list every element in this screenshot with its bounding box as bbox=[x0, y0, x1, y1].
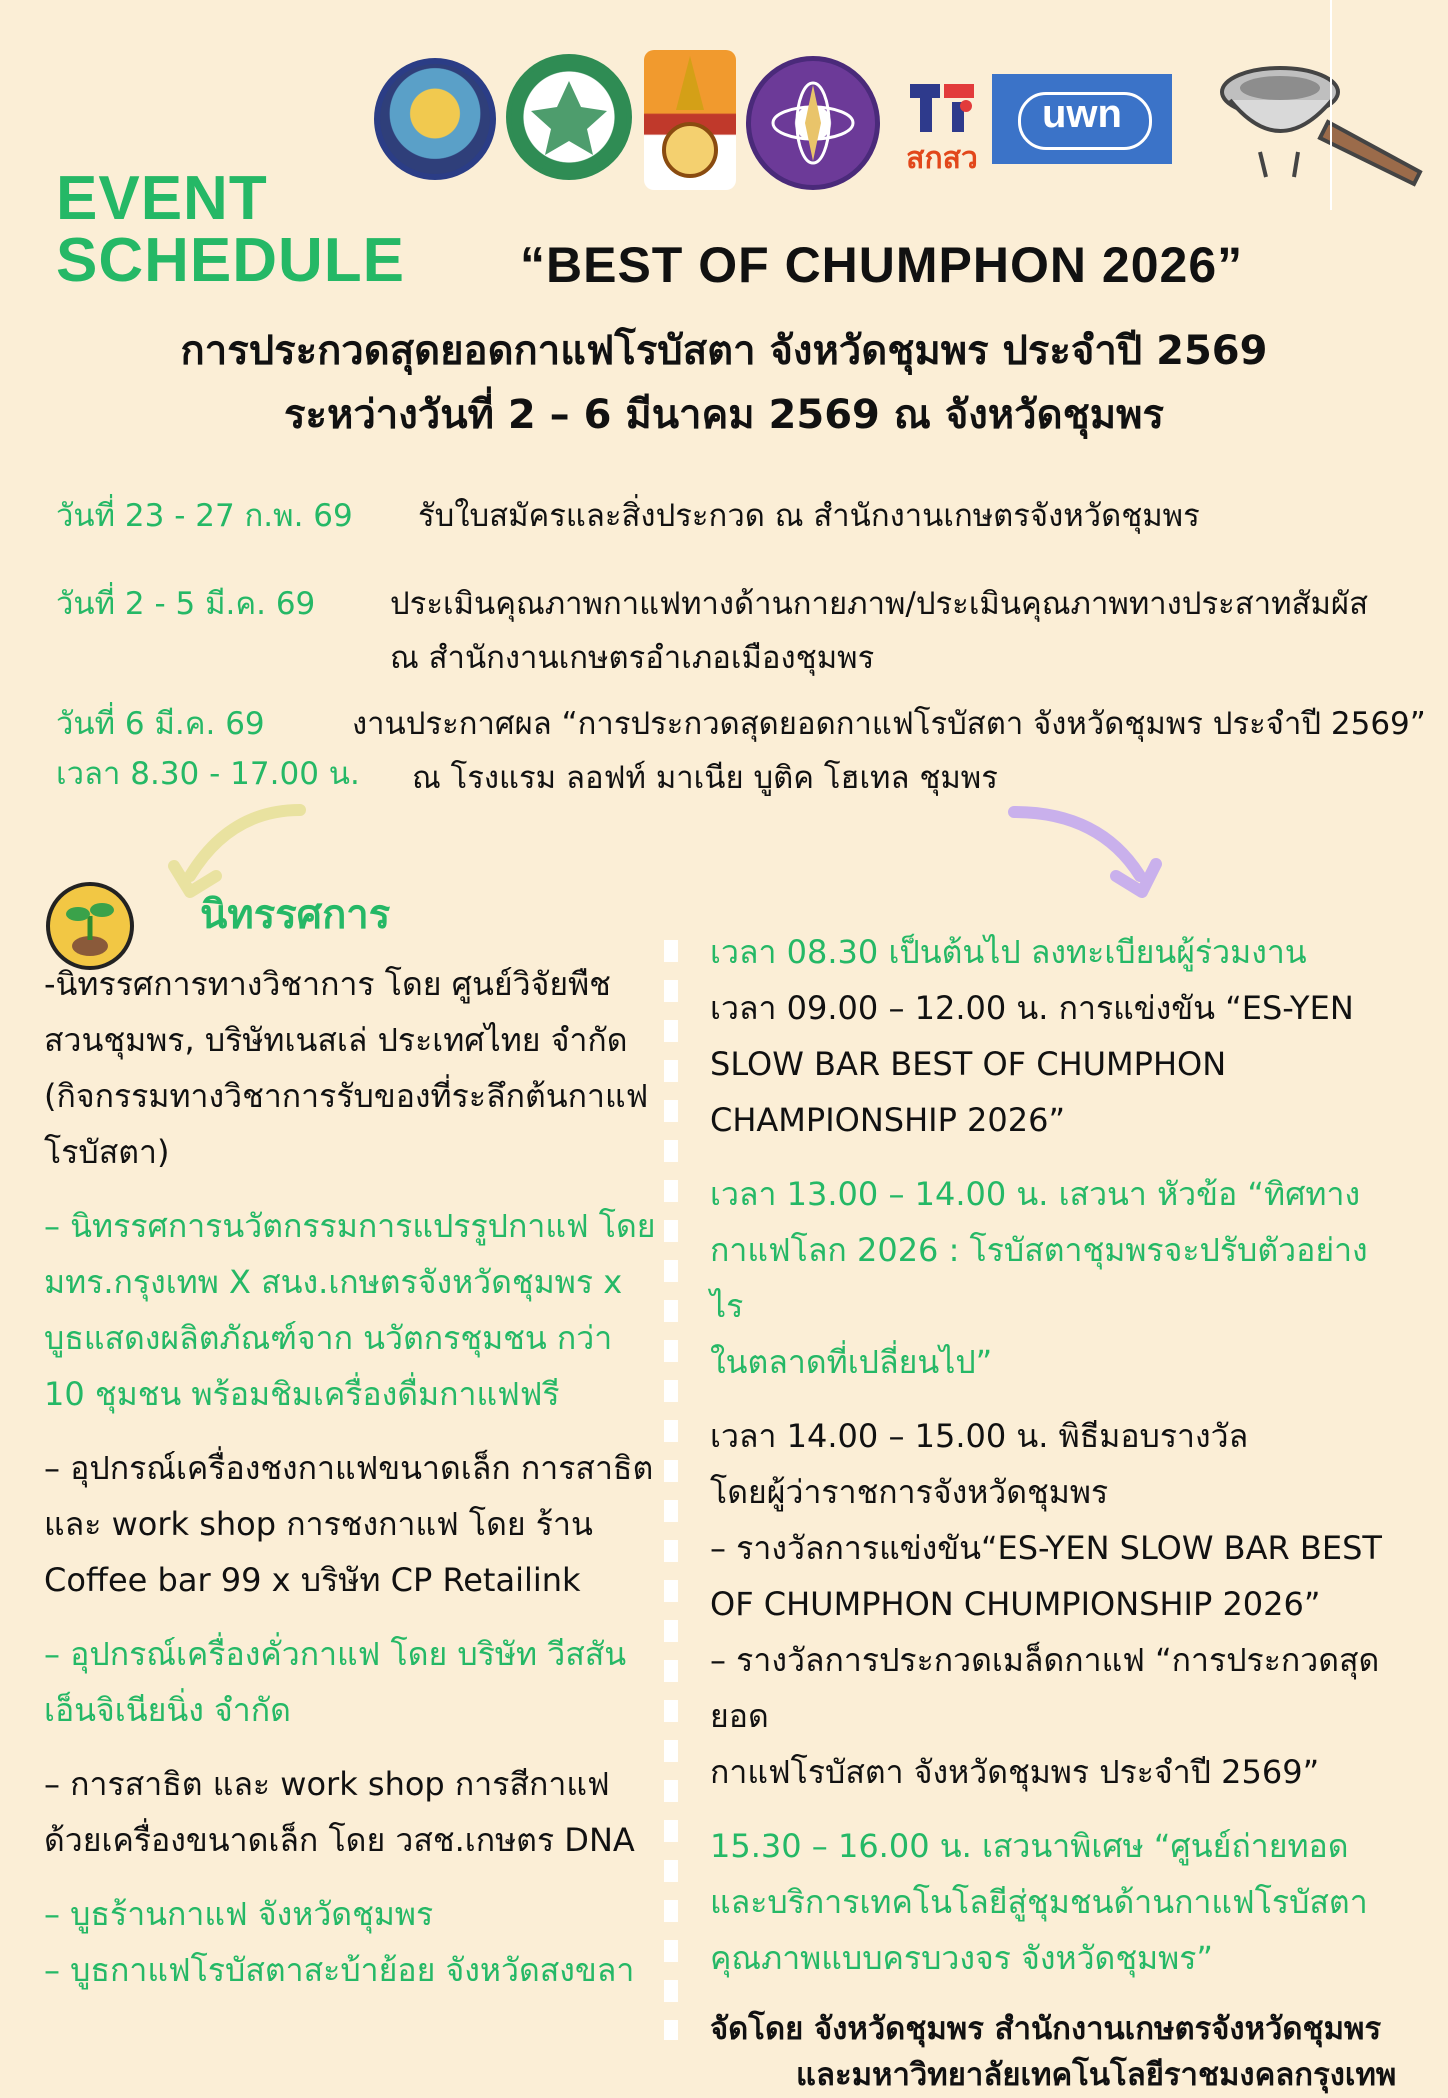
program-line: เวลา 14.00 – 15.00 น. พิธีมอบรางวัล bbox=[710, 1417, 1249, 1455]
uwn-logo-text: uwn bbox=[1042, 92, 1122, 136]
program-line: กาแฟโรบัสตา จังหวัดชุมพร ประจำปี 2569” bbox=[710, 1753, 1320, 1791]
exhibition-item bbox=[44, 1198, 664, 1422]
exhibition-item bbox=[44, 1886, 664, 1998]
event-schedule-title bbox=[56, 164, 406, 295]
program-line: OF CHUMPHON CHUMPIONSHIP 2026” bbox=[710, 1585, 1321, 1623]
exhibition-line: บูธแสดงผลิตภัณฑ์จาก นวัตกรชุมชน กว่า bbox=[44, 1319, 613, 1357]
exhibition-line: -นิทรรศการทางวิชาการ โดย ศูนย์วิจัยพืช bbox=[44, 965, 611, 1003]
exhibition-item bbox=[44, 1756, 664, 1868]
program-line: ในตลาดที่เปลี่ยนไป” bbox=[710, 1343, 993, 1381]
schedule-date-2: วันที่ 2 - 5 มี.ค. 69 bbox=[56, 586, 316, 622]
rmutk-university-seal bbox=[644, 50, 736, 190]
exhibition-line: ด้วยเครื่องขนาดเล็ก โดย วสช.เกษตร DNA bbox=[44, 1821, 635, 1859]
contest-subtitle: การประกวดสุดยอดกาแฟโรบัสตา จังหวัดชุมพร ประจำปี 2569 bbox=[180, 328, 1268, 374]
exhibition-line: โรบัสตา) bbox=[44, 1133, 170, 1171]
program-list bbox=[710, 924, 1400, 2098]
exhibition-line: – บูธกาแฟโรบัสตาสะบ้าย้อย จังหวัดสงขลา bbox=[44, 1951, 635, 1989]
program-item bbox=[710, 1408, 1400, 1800]
schedule-text-2b: ณ สำนักงานเกษตรอำเภอเมืองชุมพร bbox=[390, 640, 875, 676]
purple-arrow-right bbox=[1000, 798, 1170, 908]
tsri-logo-text: สกสว bbox=[906, 141, 978, 176]
uwn-logo bbox=[992, 74, 1172, 164]
program-line: CHAMPIONSHIP 2026” bbox=[710, 1101, 1066, 1139]
exhibition-item bbox=[44, 1626, 664, 1738]
department-agriculture-seal bbox=[506, 54, 632, 180]
schedule-text-2: ประเมินคุณภาพกาแฟทางด้านกายภาพ/ประเมินคุณภาพทางประสาทสัมผัส bbox=[390, 586, 1368, 622]
organizer-line-2: และมหาวิทยาลัยเทคโนโลยีราชมงคลกรุงเทพ bbox=[796, 2057, 1397, 2093]
exhibition-line: Coffee bar 99 x บริษัท CP Retailink bbox=[44, 1561, 581, 1599]
schedule-text-1: รับใบสมัครและสิ่งประกวด ณ สำนักงานเกษตรจังหวัดชุมพร bbox=[418, 498, 1200, 534]
program-item bbox=[710, 1818, 1400, 1986]
exhibition-list bbox=[44, 956, 664, 2016]
program-item bbox=[710, 980, 1400, 1148]
program-line: – รางวัลการแข่งขัน“ES-YEN SLOW BAR BEST bbox=[710, 1529, 1382, 1567]
program-line: 15.30 – 16.00 น. เสวนาพิเศษ “ศูนย์ถ่ายทอด bbox=[710, 1827, 1349, 1865]
exhibition-line: สวนชุมพร, บริษัทเนสเล่ ประเทศไทย จำกัด bbox=[44, 1021, 628, 1059]
program-line: คุณภาพแบบครบวงจร จังหวัดชุมพร” bbox=[710, 1939, 1213, 1977]
schedule-text-3b: ณ โรงแรม ลอฟท์ มาเนีย บูติค โฮเทล ชุมพร bbox=[412, 760, 998, 796]
schedule-date-1: วันที่ 23 - 27 ก.พ. 69 bbox=[56, 498, 353, 534]
page-title: “BEST OF CHUMPHON 2026” bbox=[520, 237, 1244, 293]
program-line: เวลา 08.30 เป็นต้นไป ลงทะเบียนผู้ร่วมงาน bbox=[710, 933, 1307, 971]
exhibition-line: – อุปกรณ์เครื่องชงกาแฟขนาดเล็ก การสาธิต bbox=[44, 1449, 654, 1487]
exhibition-line: 10 ชุมชน พร้อมชิมเครื่องดื่มกาแฟฟรี bbox=[44, 1375, 560, 1413]
exhibition-line: – การสาธิต และ work shop การสีกาแฟ bbox=[44, 1765, 610, 1803]
exhibition-line: – อุปกรณ์เครื่องคั่วกาแฟ โดย บริษัท วีสสัน bbox=[44, 1635, 627, 1673]
program-line: กาแฟโลก 2026 : โรบัสตาชุมพรจะปรับตัวอย่างไร bbox=[710, 1231, 1368, 1325]
tsri-logo bbox=[906, 78, 978, 178]
schedule-text-3: งานประกาศผล “การประกวดสุดยอดกาแฟโรบัสตา จังหวัดชุมพร ประจำปี 2569” bbox=[352, 706, 1426, 742]
chumphon-province-seal bbox=[374, 58, 496, 180]
exhibition-item bbox=[44, 956, 664, 1180]
event-line2: SCHEDULE bbox=[56, 226, 406, 295]
program-item bbox=[710, 1166, 1400, 1390]
portafilter-illustration bbox=[1210, 52, 1430, 192]
program-line: และบริการเทคโนโลยีสู่ชุมชนด้านกาแฟโรบัสตา bbox=[710, 1883, 1368, 1921]
exhibition-line: มทร.กรุงเทพ X สนง.เกษตรจังหวัดชุมพร x bbox=[44, 1263, 623, 1301]
program-line: โดยผู้ว่าราชการจังหวัดชุมพร bbox=[710, 1473, 1109, 1511]
ministry-higher-education-seal bbox=[746, 56, 880, 190]
exhibition-line: และ work shop การชงกาแฟ โดย ร้าน bbox=[44, 1505, 593, 1543]
organizer-line-1: จัดโดย จังหวัดชุมพร สำนักงานเกษตรจังหวัดชุมพร bbox=[710, 2011, 1382, 2047]
event-line1: EVENT bbox=[56, 164, 268, 233]
decorative-vertical-line bbox=[1330, 0, 1332, 210]
exhibition-heading: นิทรรศการ bbox=[200, 892, 391, 938]
exhibition-line: – นิทรรศการนวัตกรรมการแปรรูปกาแฟ โดย bbox=[44, 1207, 656, 1245]
exhibition-line: เอ็นจิเนียนิ่ง จำกัด bbox=[44, 1691, 291, 1729]
program-line: เวลา 09.00 – 12.00 น. การแข่งขัน “ES-YEN bbox=[710, 989, 1354, 1027]
program-line: เวลา 13.00 – 14.00 น. เสวนา หัวข้อ “ทิศทาง bbox=[710, 1175, 1361, 1213]
program-item bbox=[710, 924, 1400, 980]
contest-dates: ระหว่างวันที่ 2 – 6 มีนาคม 2569 ณ จังหวัดชุมพร bbox=[284, 392, 1164, 438]
exhibition-line: – บูธร้านกาแฟ จังหวัดชุมพร bbox=[44, 1895, 434, 1933]
program-line: – รางวัลการประกวดเมล็ดกาแฟ “การประกวดสุดยอด bbox=[710, 1641, 1380, 1735]
column-divider bbox=[664, 940, 678, 2040]
exhibition-item bbox=[44, 1440, 664, 1608]
exhibition-line: (กิจกรรมทางวิชาการรับของที่ระลึกต้นกาแฟ bbox=[44, 1077, 649, 1115]
schedule-date-3: วันที่ 6 มี.ค. 69 bbox=[56, 706, 265, 742]
schedule-time-3: เวลา 8.30 - 17.00 น. bbox=[56, 756, 360, 792]
program-line: SLOW BAR BEST OF CHUMPHON bbox=[710, 1045, 1227, 1083]
